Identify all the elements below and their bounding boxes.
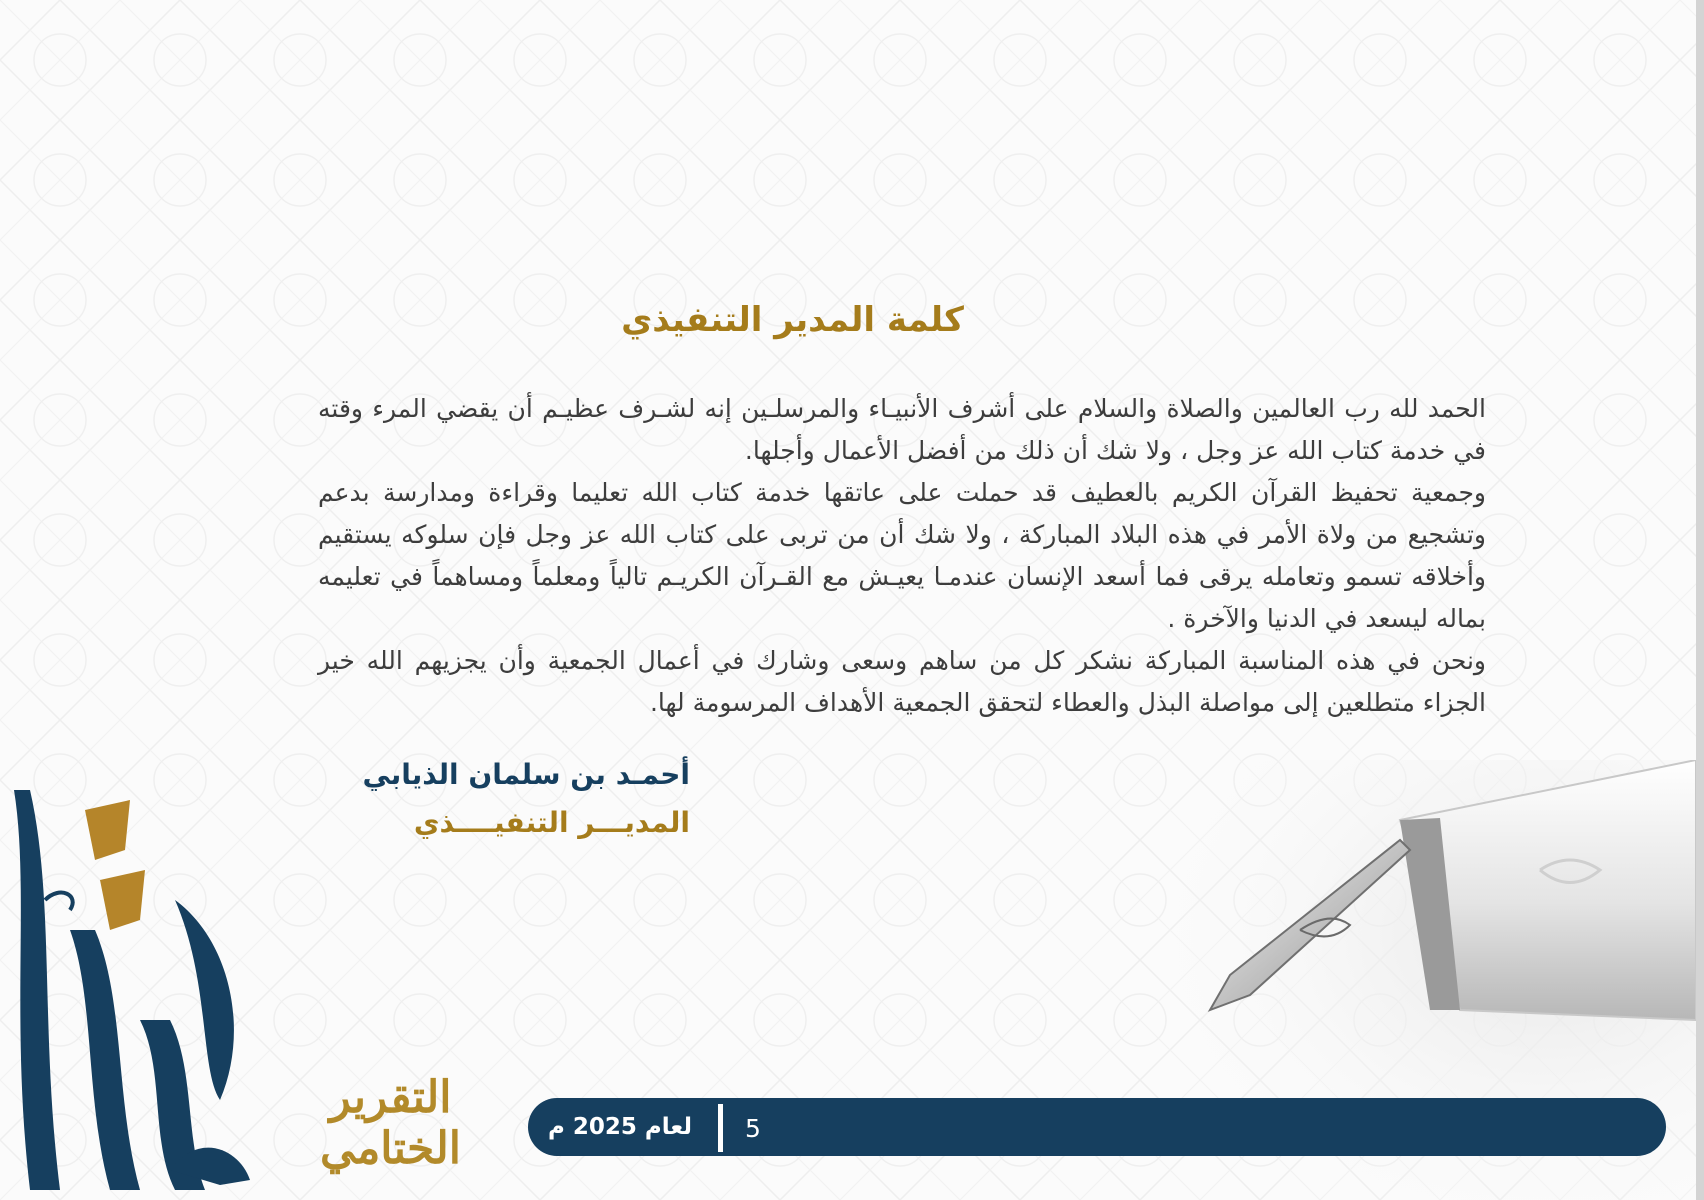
footer-year: لعام 2025 م — [547, 1114, 692, 1140]
final-report-logo: التقرير الختامي — [320, 1072, 461, 1174]
signature-name: أحمـد بن سلمان الذيابي — [362, 758, 690, 791]
signature-title: المديـــر التنفيــــذي — [413, 806, 690, 839]
section-title: كلمة المدير التنفيذي — [621, 300, 964, 340]
paragraph: الحمد لله رب العالمين والصلاة والسلام على أشرف الأنبيـاء والمرسلـين إنه لشـرف عظيـم أن يقضي المرء وقته في خدمة كتاب الله عز وجل ، ولا شك أن ذلك من أفضل الأعمال وأجلها. — [318, 394, 1486, 465]
message-body — [318, 388, 1486, 724]
footer-bar — [528, 1098, 1666, 1156]
paragraph: وجمعية تحفيظ القرآن الكريم بالعطيف قد حملت على عاتقها خدمة كتاب الله تعليما وقراءة ومدارسة بدعم وتشجيع من ولاة الأمر في هذه البلاد المباركة ، ولا شك أن من تربى على كتاب الله عز وجل فإن سلوكه يستقيم وأخلاقه تسمو وتعامله يرقى فما أسعد الإنسان عندمـا يعيـش مع القـرآن الكريـم تالياً ومعلماً ومساهماً في تعليمه بماله ليسعد في الدنيا والآخرة . — [318, 478, 1486, 633]
calligraphy-decoration-icon — [0, 770, 270, 1200]
footer-divider — [718, 1104, 723, 1152]
paragraph: ونحن في هذه المناسبة المباركة نشكر كل من ساهم وسعى وشارك في أعمال الجمعية وأن يجزيهم الله خير الجزاء متطلعين إلى مواصلة البذل والعطاء لتحقق الجمعية الأهداف المرسومة لها. — [318, 646, 1486, 717]
page-edge — [1696, 0, 1704, 1200]
page-number: 5 — [745, 1114, 761, 1143]
